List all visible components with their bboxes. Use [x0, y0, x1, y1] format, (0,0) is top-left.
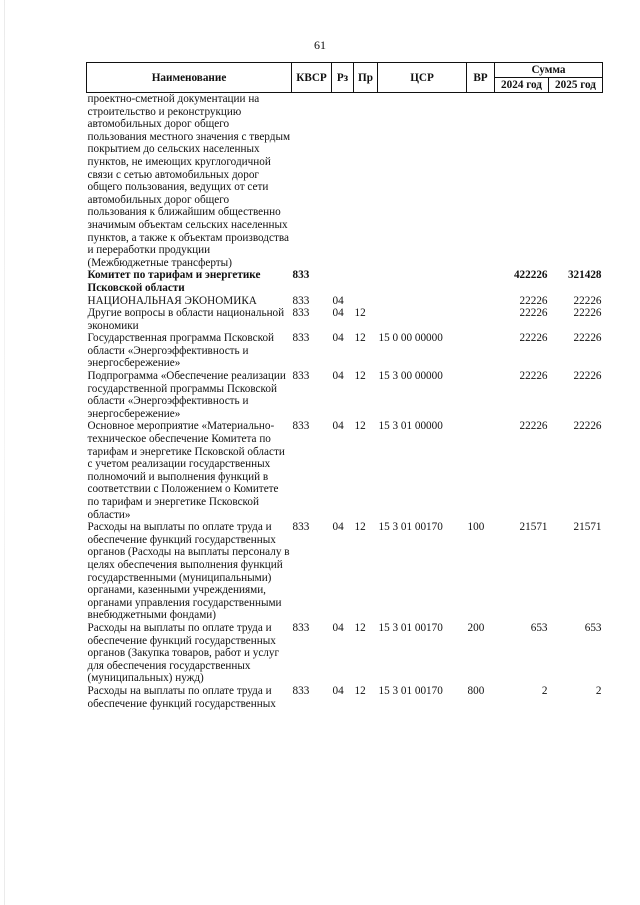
row-vr-cell — [467, 420, 495, 521]
header-vr: ВР — [467, 63, 495, 93]
header-pr: Пр — [354, 63, 378, 93]
row-sum-2025-cell: 22226 — [573, 307, 602, 320]
header-year-2024: 2024 год — [495, 78, 549, 93]
row-sum-2024-cell: 22226 — [519, 370, 548, 383]
row-rz-cell: 04 — [332, 332, 344, 345]
row-csr-cell — [378, 295, 467, 308]
row-csr-cell: 15 3 01 00170 — [378, 684, 443, 697]
row-sum-2025-cell: 653 — [584, 621, 602, 634]
row-name-cell: Расходы на выплаты по оплате труда и обеспечение функций государственных органов (Закупка товаров, работ и услуг для обеспечения государственных (муниципальных) нужд) — [87, 621, 280, 685]
header-rz: Рз — [332, 63, 354, 93]
row-kvsr-cell: 833 — [292, 294, 310, 307]
row-csr-cell: 15 3 01 00170 — [378, 521, 443, 534]
row-csr-cell — [378, 93, 467, 270]
row-csr-cell — [378, 307, 467, 332]
row-kvsr-cell: 833 — [292, 420, 310, 433]
scan-margin-edge — [4, 0, 5, 905]
row-rz-cell: 04 — [332, 684, 344, 697]
header-csr: ЦСР — [378, 63, 467, 93]
row-kvsr-cell: 833 — [292, 521, 310, 534]
header-name: Наименование — [87, 63, 292, 93]
row-name-cell: Государственная программа Псковской области «Энергоэффективность и энергосбережение» — [87, 332, 275, 370]
row-name-cell: Подпрограмма «Обеспечение реализации государственной программы Псковской области «Энергоэффективность и энергосбережение» — [87, 370, 286, 420]
row-name-cell: Другие вопросы в области национальной экономики — [87, 307, 285, 332]
page-number: 61 — [314, 38, 326, 52]
row-sum-2024-cell — [495, 93, 549, 270]
row-rz-cell: 04 — [332, 370, 344, 383]
row-pr-cell: 12 — [354, 684, 366, 697]
row-pr-cell: 12 — [354, 370, 366, 383]
row-sum-2025-cell: 21571 — [573, 521, 602, 534]
row-csr-cell: 15 3 01 00000 — [378, 420, 443, 433]
row-sum-2024-cell: 22226 — [519, 307, 548, 320]
row-rz-cell: 04 — [332, 621, 344, 634]
row-name-cell: Расходы на выплаты по оплате труда и обеспечение функций государственных органов (Расходы на выплаты персоналу в целях обеспечения выполнения функций государственными (муниципальными) органами, казенными учреждениями, органами управления государственными внебюджетными фондами) — [87, 521, 290, 622]
row-sum-2025-cell: 22226 — [573, 294, 602, 307]
row-rz-cell: 04 — [332, 420, 344, 433]
row-vr-cell: 100 — [467, 521, 485, 534]
row-sum-2024-cell: 21571 — [519, 521, 548, 534]
row-sum-2025-cell: 321428 — [567, 269, 602, 282]
row-vr-cell — [467, 307, 495, 332]
row-name-cell: Основное мероприятие «Материально-техническое обеспечение Комитета по тарифам и энергетике Псковской области с учетом реализации государственных полномочий и выполнения функций в соответствии с Положением о Комитете по тарифам и энергетике Псковской области» — [87, 420, 285, 521]
row-kvsr-cell — [292, 93, 332, 270]
row-kvsr-cell: 833 — [292, 621, 310, 634]
row-kvsr-cell: 833 — [292, 684, 310, 697]
row-sum-2024-cell: 422226 — [513, 269, 548, 282]
row-kvsr-cell: 833 — [292, 370, 310, 383]
row-sum-2025-cell: 22226 — [573, 332, 602, 345]
table-body — [87, 93, 603, 711]
row-pr-cell: 12 — [354, 420, 366, 433]
row-name-cell: Комитет по тарифам и энергетике Псковской области — [87, 269, 261, 294]
row-sum-2024-cell: 22226 — [519, 420, 548, 433]
row-name-cell: проектно-сметной документации на строительство и реконструкцию автомобильных дорог общего пользования местного значения с твердым покрытием до сельских населенных пунктов, не имеющих круглогодичной связи с сетью автомобильных дорог общего пользования, ведущих от сети автомобильных дорог общего пользования к ближайшим общественно значимым объектам сельских населенных пунктов, а также к объектам производства и переработки продукции (Межбюджетные трансферты) — [87, 93, 291, 269]
row-vr-cell — [467, 93, 495, 270]
header-summa: Сумма — [495, 63, 603, 78]
table-row — [87, 332, 603, 370]
row-pr-cell: 12 — [354, 521, 366, 534]
row-kvsr-cell: 833 — [292, 332, 310, 345]
row-sum-2024-cell: 22226 — [519, 332, 548, 345]
row-csr-cell: 15 0 00 00000 — [378, 332, 443, 345]
row-pr-cell: 12 — [354, 332, 366, 345]
row-name-cell: Расходы на выплаты по оплате труда и обеспечение функций государственных — [87, 684, 276, 710]
budget-table — [86, 62, 603, 710]
row-rz-cell: 04 — [332, 521, 344, 534]
row-csr-cell: 15 3 00 00000 — [378, 370, 443, 383]
row-pr-cell — [354, 295, 378, 308]
row-rz-cell: 04 — [332, 294, 344, 307]
row-pr-cell: 12 — [354, 307, 366, 320]
table-header — [87, 63, 603, 93]
header-year-2025: 2025 год — [549, 78, 603, 93]
row-sum-2024-cell: 2 — [541, 684, 548, 697]
row-pr-cell: 12 — [354, 621, 366, 634]
table-row — [87, 93, 603, 270]
row-vr-cell: 800 — [467, 684, 485, 697]
table-row — [87, 269, 603, 294]
row-vr-cell: 200 — [467, 621, 485, 634]
table-row — [87, 622, 603, 685]
table-row — [87, 370, 603, 420]
header-kvsr: КВСР — [292, 63, 332, 93]
row-kvsr-cell: 833 — [292, 307, 310, 320]
row-rz-cell — [332, 93, 354, 270]
row-vr-cell — [467, 295, 495, 308]
row-sum-2025-cell: 22226 — [573, 370, 602, 383]
table-row — [87, 420, 603, 521]
row-vr-cell — [467, 332, 495, 370]
row-rz-cell: 04 — [332, 307, 344, 320]
row-sum-2024-cell: 653 — [530, 621, 548, 634]
row-name-cell: НАЦИОНАЛЬНАЯ ЭКОНОМИКА — [87, 294, 257, 307]
row-vr-cell — [467, 370, 495, 420]
table-row — [87, 295, 603, 308]
row-csr-cell: 15 3 01 00170 — [378, 621, 443, 634]
row-csr-cell — [378, 269, 467, 294]
row-sum-2025-cell — [549, 93, 603, 270]
table-row — [87, 685, 603, 710]
table-row — [87, 521, 603, 622]
row-sum-2025-cell: 2 — [595, 684, 602, 697]
row-rz-cell — [332, 269, 354, 294]
row-kvsr-cell: 833 — [292, 269, 310, 282]
row-pr-cell — [354, 93, 378, 270]
row-pr-cell — [354, 269, 378, 294]
row-sum-2024-cell: 22226 — [519, 294, 548, 307]
row-vr-cell — [467, 269, 495, 294]
row-sum-2025-cell: 22226 — [573, 420, 602, 433]
table-row — [87, 307, 603, 332]
